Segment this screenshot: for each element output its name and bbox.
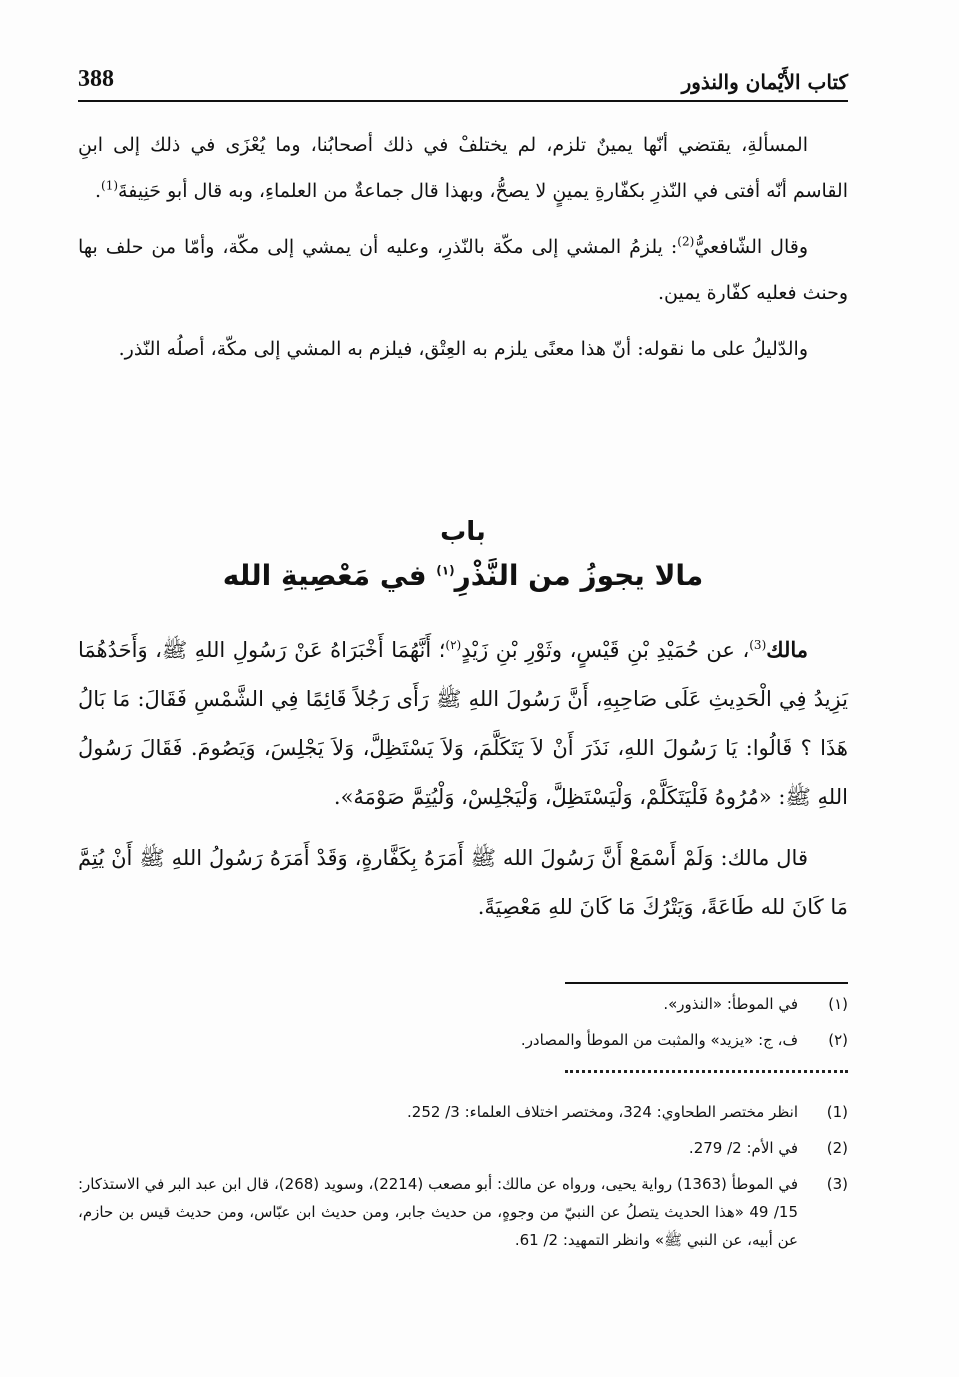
- editor-footnotes: [78, 1098, 848, 1262]
- commentary-text: [78, 122, 848, 382]
- dotted-separator: [565, 1070, 848, 1073]
- chapter-heading: [78, 512, 848, 600]
- footnote-separator: [565, 982, 848, 984]
- chapter-label: باب: [440, 517, 486, 547]
- footnote: (3) في الموطأ (1363) رواية يحيى، ورواه عن مالك: أبو مصعب (2214)، وسويد (268)، قال ابن عبد البر في الاستذكار: 15/ 49 «هذا الحديث يتصلُ عن النبيّ من وجوهٍ، من حديث جابر، ومن حديث ابن عبّاس، ومن حديث قيس بن حازم، عن أبيه، عن النبي ﷺ» وانظر التمهيد: 2/ 61.: [78, 1175, 848, 1249]
- footnote: (1) انظر مختصر الطحاوي: 324، ومختصر اختلاف العلماء: 3/ 252.: [407, 1103, 848, 1121]
- hadith-text: [78, 625, 848, 944]
- footnote-ref: (1): [101, 178, 119, 193]
- narrator-name: مالك: [766, 637, 808, 662]
- footnote: (2) في الأم: 2/ 279.: [688, 1139, 848, 1157]
- paragraph: وقال الشّافعيُّ$^{(2)}$: يلزمُ المشي إلى مكّة بالنّذرِ، وعليه أن يمشي إلى مكّة، وأمّا من حلف بها وحنث فعليه كفّارة يمين.: [78, 234, 848, 304]
- page-header: [78, 66, 848, 102]
- paragraph: والدّليلُ على ما نقوله: أنّ هذا معنًى يلزم به العِتْق، فيلزم به المشي إلى مكّة، أصلُه النّذر.: [118, 338, 808, 360]
- footnote-ref: (١): [436, 563, 455, 578]
- footnote: (١) في الموطأ: «النذور».: [663, 995, 848, 1013]
- footnote-ref: (٢): [445, 638, 462, 652]
- hadith-paragraph: مالك$^{(3)}$، عن حُمَيْدِ بْنِ قَيْسٍ، وثَوْرِ بْنِ زَيْدٍ$^{(٢)}$؛ أَنَّهُمَا أَخْبَرَاهُ عَنْ رَسُولِ اللهِ ﷺ، وَأَحَدُهُمَا يَزِيدُ فِي الْحَدِيثِ عَلَى صَاحِبِهِ، أَنَّ رَسُولَ اللهِ ﷺ رَأَى رَجُلاً قَائِمًا فِي الشَّمْسِ فَقَالَ: مَا بَالُ هَذَا ؟ قَالُوا: يَا رَسُولَ اللهِ، نَذَرَ أَنْ لاَ يَتَكَلَّمَ، وَلاَ يَسْتَظِلَّ، وَلاَ يَجْلِسَ، وَيَصُومَ. فَقَالَ رَسُولُ اللهِ ﷺ: «مُرُوهُ فَلْيَتَكَلَّمْ، وَلْيَسْتَظِلَّ، وَلْيَجْلِسْ، وَلْيُتِمَّ صَوْمَهُ».: [78, 637, 848, 809]
- chapter-title: مالا يجوزُ من النَّذْرِ$^{(١)}$ في مَعْصِيةِ الله: [222, 559, 704, 592]
- page-number: 388: [78, 66, 114, 92]
- paragraph: المسألةِ، يقتضي أنّها يمينٌ تلزم، لم يختلفْ في ذلك أصحابُنا، وما يُعْزَى في ذلك إلى ابنِ القاسم أنّه أفتى في النّذرِ بكفّارةِ يمينٍ لا يصحُّ، وبهذا قال جماعةٌ من العلماءِ، وبه قال أبو حَنِيفةَ$^{(1)}$.: [78, 134, 848, 202]
- running-title: كتاب الأَيْمان والنذور: [681, 70, 848, 94]
- manuscript-footnotes: [78, 990, 848, 1062]
- header-rule: [78, 100, 848, 102]
- hadith-paragraph: قال مالك: وَلَمْ أَسْمَعْ أَنَّ رَسُولَ الله ﷺ أَمَرَهُ بِكَفَّارةٍ، وَقَدْ أَمَرَهُ رَسُولُ اللهِ ﷺ أَنْ يُتِمَّ مَا كَانَ لله طَاعَةً، وَيَتْرُكَ مَا كَانَ للهِ مَعْصِيَةً.: [78, 846, 848, 919]
- footnote-ref: (2): [677, 234, 695, 249]
- footnote-ref: (3): [749, 638, 767, 652]
- footnote: (٢) ف، ج: «يزيد» والمثبت من الموطأ والمصادر.: [520, 1031, 848, 1049]
